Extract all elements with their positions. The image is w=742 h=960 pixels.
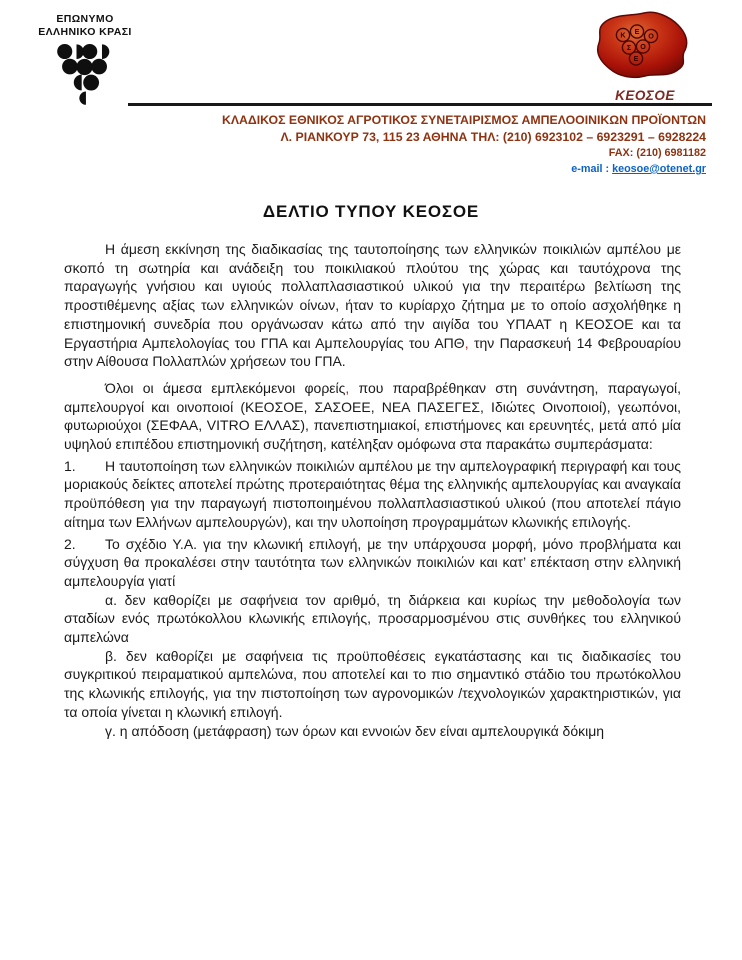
brand-logo-line2: ΕΛΛΗΝΙΚΟ ΚΡΑΣΙ (38, 25, 132, 38)
text-run: Η ταυτοποίηση των ελληνικών ποικιλιών αμπέλου με την αμπελογραφική περιγραφή και τους μοριακούς δείκτες αποτελεί πρώτης προτεραιότητας θέμα της ελληνικής αμπελουργίας και αναγκαία προϋπόθεση για την παραγωγή πιστοποιημένου πολλαπλασιαστικού υλικού (που αποτελεί πάγιο αίτημα των Ελλήνων αμπελουργών), και την υλοποίηση προγραμμάτων κλωνικής επιλογής. (64, 457, 681, 530)
brand-logo (28, 13, 142, 109)
org-name-line: ΚΛΑΔΙΚΟΣ ΕΘΝΙΚΟΣ ΑΓΡΟΤΙΚΟΣ ΣΥΝΕΤΑΙΡΙΣΜΟΣ ΑΜΠΕΛΟΟΙΝΙΚΩΝ ΠΡΟΪΟΝΤΩΝ (221, 113, 706, 127)
text-run: την Παρασκευή 14 Φεβρουαρίου στην Αίθουσα Πολλαπλών χρήσεων του ΓΠΑ. (64, 334, 682, 370)
conclusion-item-2 (64, 535, 681, 591)
text-run: Η άμεση εκκίνηση της διαδικασίας της ταυτοποίησης των ελληνικών ποικιλιών αμπέλου με σκοπό τη σωτηρία και ανάδειξη του ποικιλιακού πλούτου της χώρας και ταυτόχρονα της παραγωγής γνήσιου και υγιούς πολλαπλασιαστικού υλικού για την περαιτέρω βελτίωση της προστιθέμενης αξίας των ελληνικών οίνων, ήταν το κυρίαρχο ζήτημα με το οποίο ασχολήθηκε η επιστημονική συνεδρία που οργάνωσαν κάτω από την αιγίδα του ΥΠΑΑΤ η ΚΕΟΣΟΕ και τα Εργαστήρια Αμπελολογίας του ΓΠΑ και Αμπελουργίας του ΑΠΘ (64, 241, 681, 351)
text-run: α. δεν καθορίζει με σαφήνεια τον αριθμό, τη διάρκεια και κυρίως την μεθοδολογία των σταδίων ενός πρωτόκολλου κλωνικής επιλογής, προσαρμοσμένου στις συνθήκες του ελληνικού αμπελώνα (64, 591, 681, 646)
document-body (64, 240, 681, 740)
text-run: γ. η απόδοση (μετάφραση) των όρων και εννοιών δεν είναι αμπελουργικά δόκιμη (105, 722, 605, 739)
text-run: Το σχέδιο Υ.Α. για την κλωνική επιλογή, με την υπάρχουσα μορφή, μόνο προβλήματα και σύγχυση θα προκαλέσει στην ταυτότητα των ελληνικών ποικιλιών και κατ’ επέκταση στην ελληνική αμπελουργία γιατί (64, 535, 681, 589)
red-comma: , (464, 334, 469, 351)
subitem-b (64, 647, 681, 722)
header-contact-block (222, 112, 706, 177)
text-run: που παραβρέθηκαν στη συνάντηση, παραγωγοί, αμπελουργοί και οινοποιοί (ΚΕΟΣΟΕ, ΣΑΣΟΕΕ, ΝΕΑ ΠΑΣΕΓΕΣ, Ιδιώτες Οινοποιοί), γεωπόνοι, φυτωριούχοι (ΣΕΦΑΑ, VITRO ΕΛΛΑΣ), πανεπιστημιακοί, επιστήμονες και ερευνητές, μετά από μία υψηλού επιπέδου επιστημονική συζήτηση, κατέληξαν ομόφωνα στα παρακάτω συμπεράσματα: (64, 379, 681, 453)
item-number: 1. (64, 457, 76, 474)
svg-text:Σ: Σ (626, 43, 632, 52)
subitem-a (64, 591, 681, 647)
svg-text:Ο: Ο (640, 42, 646, 51)
email-label: e-mail : (571, 163, 613, 175)
participants-paragraph (64, 379, 681, 454)
svg-text:Κ: Κ (620, 30, 626, 40)
header-divider (128, 103, 712, 106)
wax-seal-icon (589, 10, 701, 80)
conclusion-item-1 (64, 457, 681, 532)
svg-text:Ε: Ε (633, 54, 639, 63)
org-address-line: Λ. ΡΙΑΝΚΟΥΡ 73, 115 23 ΑΘΗΝΑ ΤΗΛ: (210) 6923102 – 6923291 – 6928224 (280, 129, 706, 144)
seal-caption: ΚΕΟΣΟΕ (615, 88, 675, 103)
subitem-c (64, 722, 681, 741)
red-comma: , (345, 379, 350, 396)
grape-bunch-icon (56, 43, 114, 109)
keosoe-seal (580, 10, 710, 103)
svg-text:Ε: Ε (634, 27, 640, 36)
svg-text:Ο: Ο (648, 31, 654, 41)
item-number: 2. (64, 535, 76, 552)
document-title: ΔΕΛΤΙΟ ΤΥΠΟΥ ΚΕΟΣΟΕ (262, 202, 480, 221)
fax-line: FAX: (210) 6981182 (608, 147, 706, 159)
email-link[interactable]: keosoe@otenet.gr (612, 163, 706, 175)
brand-logo-line1: ΕΠΩΝΥΜΟ (56, 13, 114, 25)
text-run: β. δεν καθορίζει με σαφήνεια τις προϋποθέσεις εγκατάστασης και τις διαδικασίες του συγκριτικού πειραματικού αμπελώνα, που αποτελεί και το πιο σημαντικό στάδιο του πρωτόκολλου της κλωνικής επιλογής, για την πιστοποίηση των αγρονομικών /τεχνολογικών χαρακτηριστικών, για τα οποία γίνεται η κλωνική επιλογή. (64, 647, 681, 720)
email-line (222, 162, 706, 177)
text-run: Όλοι οι άμεσα εμπλεκόμενοι φορείς (105, 379, 346, 396)
intro-paragraph (64, 240, 681, 371)
